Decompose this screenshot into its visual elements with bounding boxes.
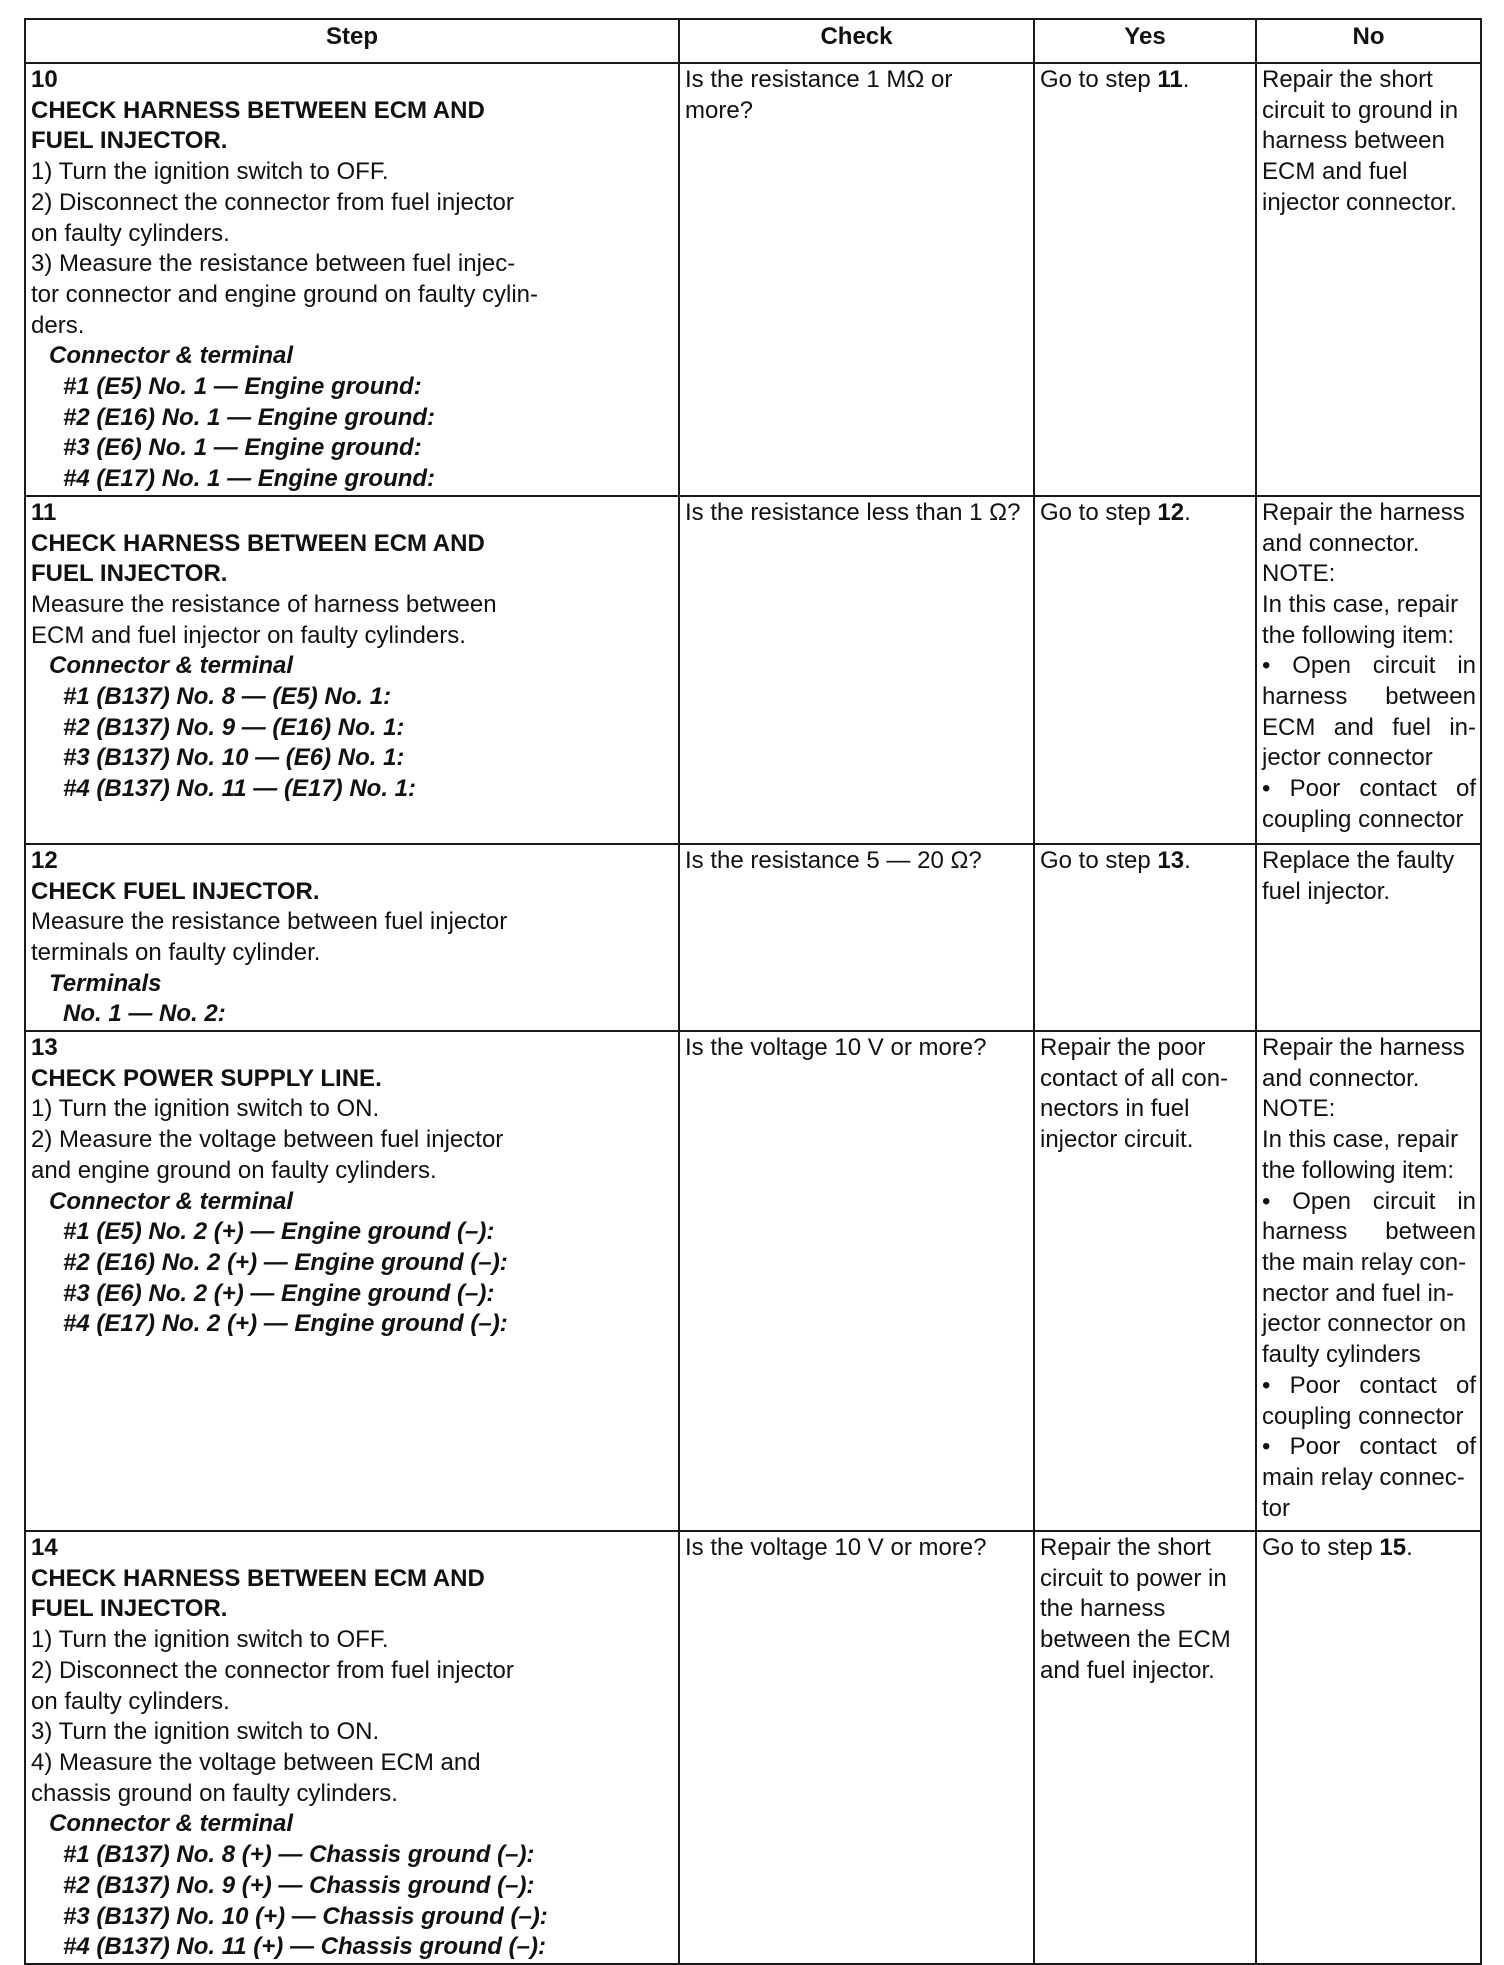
no-note-label: NOTE: [1262, 1095, 1336, 1123]
step-cell [25, 1031, 679, 1531]
diagnostic-procedure-table [24, 18, 1482, 1965]
yes-step-link[interactable]: 12 [1157, 498, 1185, 526]
header-step: Step [25, 19, 679, 63]
no-text: main relay connec- [1262, 1463, 1465, 1491]
yes-cell [1034, 844, 1256, 1031]
table-row [25, 844, 1481, 1031]
terminal-spec: #1 (B137) No. 8 — (E5) No. 1: [63, 683, 392, 711]
yes-text: the harness [1040, 1595, 1166, 1623]
yes-text: Repair the short [1040, 1534, 1211, 1562]
no-text: ECM and fuel in- [1262, 713, 1476, 741]
no-text: the following item: [1262, 621, 1455, 649]
step-title: CHECK FUEL INJECTOR. [31, 877, 320, 905]
terminal-spec: #3 (E6) No. 2 (+) — Engine ground (–): [63, 1279, 495, 1307]
check-cell [679, 1031, 1034, 1531]
no-bullet-item: • Poor contact of [1262, 775, 1476, 803]
connector-terminal-heading: Connector & terminal [49, 342, 294, 370]
no-text: circuit to ground in [1262, 96, 1459, 124]
yes-text: Go to step [1040, 66, 1158, 93]
table-row [25, 1031, 1481, 1531]
check-question: Is the resistance 1 MΩ or [685, 66, 953, 93]
terminals-heading: Terminals [49, 969, 162, 997]
no-cell [1256, 63, 1481, 496]
step-title: FUEL INJECTOR. [31, 1595, 228, 1623]
yes-text-end: . [1184, 846, 1191, 874]
check-question: more? [685, 96, 754, 124]
check-question: Is the resistance less than 1 Ω? [685, 498, 1021, 526]
step-instruction: 1) Turn the ignition switch to OFF. [31, 158, 389, 186]
connector-terminal-heading: Connector & terminal [49, 652, 294, 680]
no-cell [1256, 1031, 1481, 1531]
no-text: tor [1262, 1494, 1291, 1522]
header-yes: Yes [1034, 19, 1256, 63]
step-content [31, 1564, 557, 1963]
step-title: CHECK HARNESS BETWEEN ECM AND [31, 1564, 485, 1592]
no-text: coupling connector [1262, 805, 1464, 833]
yes-cell [1034, 496, 1256, 844]
no-step-link[interactable]: 15 [1379, 1534, 1407, 1562]
no-bullet-item: • Open circuit in [1262, 1187, 1476, 1215]
step-number: 12 [31, 846, 58, 874]
no-cell [1256, 844, 1481, 1031]
terminal-spec: #1 (E5) No. 2 (+) — Engine ground (–): [63, 1218, 495, 1246]
no-text: jector connector [1262, 744, 1433, 772]
terminal-spec: #4 (E17) No. 1 — Engine ground: [63, 465, 436, 493]
step-cell [25, 496, 679, 844]
step-instruction: 3) Turn the ignition switch to ON. [31, 1718, 380, 1746]
step-content [31, 529, 557, 805]
step-instruction: 1) Turn the ignition switch to ON. [31, 1095, 380, 1123]
step-instruction: tor connector and engine ground on faulty cylin- [31, 280, 538, 308]
yes-text: Go to step [1040, 846, 1158, 874]
yes-cell [1034, 1031, 1256, 1531]
step-instruction: on faulty cylinders. [31, 219, 230, 247]
no-text: jector connector on [1262, 1310, 1467, 1338]
step-title: FUEL INJECTOR. [31, 560, 228, 588]
step-instruction: 4) Measure the voltage between ECM and [31, 1748, 481, 1776]
step-instruction: on faulty cylinders. [31, 1687, 230, 1715]
terminal-spec: #2 (B137) No. 9 (+) — Chassis ground (–): [63, 1871, 535, 1899]
header-check: Check [679, 19, 1034, 63]
terminal-spec: #3 (B137) No. 10 — (E6) No. 1: [63, 744, 405, 772]
yes-text: nectors in fuel [1040, 1095, 1190, 1123]
step-cell [25, 1531, 679, 1964]
terminal-spec: #4 (B137) No. 11 (+) — Chassis ground (–): [63, 1933, 546, 1961]
step-instruction: 2) Disconnect the connector from fuel injector [31, 1656, 514, 1684]
connector-terminal-heading: Connector & terminal [49, 1810, 294, 1838]
step-number: 10 [31, 66, 58, 93]
step-instruction: and engine ground on faulty cylinders. [31, 1156, 437, 1184]
step-title: CHECK HARNESS BETWEEN ECM AND [31, 529, 485, 557]
terminal-spec: #1 (B137) No. 8 (+) — Chassis ground (–): [63, 1841, 535, 1869]
yes-text: Repair the poor [1040, 1034, 1206, 1062]
no-note-label: NOTE: [1262, 560, 1336, 588]
step-title: CHECK POWER SUPPLY LINE. [31, 1064, 382, 1092]
no-text-end: . [1406, 1534, 1413, 1562]
no-text: Go to step [1262, 1534, 1380, 1562]
step-instruction: terminals on faulty cylinder. [31, 938, 321, 966]
step-instruction: 2) Disconnect the connector from fuel injector [31, 188, 514, 216]
no-text: harness between [1262, 1218, 1476, 1246]
no-text: In this case, repair [1262, 590, 1459, 618]
step-instruction: 3) Measure the resistance between fuel injec- [31, 250, 516, 278]
no-text: the main relay con- [1262, 1248, 1467, 1276]
no-cell [1256, 496, 1481, 844]
header-no: No [1256, 19, 1481, 63]
no-text: coupling connector [1262, 1402, 1464, 1430]
step-content [31, 877, 557, 1031]
yes-text-end: . [1184, 498, 1191, 526]
connector-terminal-heading: Connector & terminal [49, 1187, 294, 1215]
no-text: faulty cylinders [1262, 1341, 1421, 1369]
step-title: FUEL INJECTOR. [31, 127, 228, 155]
yes-cell [1034, 1531, 1256, 1964]
step-instruction: Measure the resistance of harness between [31, 590, 497, 618]
no-bullet-item: • Poor contact of [1262, 1433, 1476, 1461]
yes-step-link[interactable]: 11 [1157, 66, 1183, 93]
yes-text: between the ECM [1040, 1626, 1231, 1654]
table-header-row [25, 19, 1481, 63]
diagnostic-page [24, 18, 1480, 1965]
table-row [25, 63, 1481, 496]
step-instruction: chassis ground on faulty cylinders. [31, 1779, 398, 1807]
no-text: and connector. [1262, 1064, 1420, 1092]
terminal-spec: #3 (B137) No. 10 (+) — Chassis ground (–): [63, 1902, 548, 1930]
check-cell [679, 1531, 1034, 1964]
no-text: and connector. [1262, 529, 1420, 557]
terminal-spec: No. 1 — No. 2: [63, 1000, 226, 1028]
yes-text: and fuel injector. [1040, 1656, 1215, 1684]
terminal-spec: #3 (E6) No. 1 — Engine ground: [63, 434, 422, 462]
no-bullet-item: • Poor contact of [1262, 1371, 1476, 1399]
no-text: ECM and fuel [1262, 158, 1408, 186]
no-text: nector and fuel in- [1262, 1279, 1455, 1307]
check-question: Is the resistance 5 — 20 Ω? [685, 846, 982, 874]
step-cell [25, 844, 679, 1031]
step-title: CHECK HARNESS BETWEEN ECM AND [31, 96, 485, 124]
no-text: Repair the short [1262, 66, 1433, 93]
no-text: harness between [1262, 683, 1476, 711]
no-text: Repair the harness [1262, 1034, 1465, 1062]
check-cell [679, 63, 1034, 496]
yes-text: Go to step [1040, 498, 1158, 526]
step-content [31, 1064, 557, 1340]
no-bullet-item: • Open circuit in [1262, 652, 1476, 680]
terminal-spec: #2 (E16) No. 2 (+) — Engine ground (–): [63, 1248, 508, 1276]
terminal-spec: #2 (E16) No. 1 — Engine ground: [63, 403, 436, 431]
step-number: 11 [31, 498, 57, 526]
check-cell [679, 844, 1034, 1031]
no-text: the following item: [1262, 1156, 1455, 1184]
check-question: Is the voltage 10 V or more? [685, 1534, 987, 1562]
terminal-spec: #4 (E17) No. 2 (+) — Engine ground (–): [63, 1310, 508, 1338]
no-text: harness between [1262, 127, 1445, 155]
step-instruction: Measure the resistance between fuel injector [31, 908, 508, 936]
terminal-spec: #4 (B137) No. 11 — (E17) No. 1: [63, 775, 416, 803]
step-instruction: 1) Turn the ignition switch to OFF. [31, 1626, 389, 1654]
yes-text: circuit to power in [1040, 1564, 1227, 1592]
yes-cell [1034, 63, 1256, 496]
yes-step-link[interactable]: 13 [1157, 846, 1185, 874]
terminal-spec: #1 (E5) No. 1 — Engine ground: [63, 373, 422, 401]
table-row [25, 496, 1481, 844]
step-content [31, 96, 557, 495]
no-text: In this case, repair [1262, 1126, 1459, 1154]
no-text: Replace the faulty [1262, 846, 1455, 874]
no-cell [1256, 1531, 1481, 1964]
yes-text: contact of all con- [1040, 1064, 1229, 1092]
yes-text: injector circuit. [1040, 1126, 1194, 1154]
no-text: Repair the harness [1262, 498, 1465, 526]
step-cell [25, 63, 679, 496]
no-text: fuel injector. [1262, 877, 1391, 905]
terminal-spec: #2 (B137) No. 9 — (E16) No. 1: [63, 713, 405, 741]
yes-text-end: . [1182, 66, 1190, 93]
step-instruction: ders. [31, 311, 85, 339]
step-number: 13 [31, 1034, 58, 1062]
no-text: injector connector. [1262, 188, 1457, 216]
check-question: Is the voltage 10 V or more? [685, 1034, 987, 1062]
check-cell [679, 496, 1034, 844]
step-instruction: 2) Measure the voltage between fuel injector [31, 1126, 504, 1154]
step-instruction: ECM and fuel injector on faulty cylinders. [31, 621, 466, 649]
step-number: 14 [31, 1534, 58, 1562]
table-row [25, 1531, 1481, 1964]
